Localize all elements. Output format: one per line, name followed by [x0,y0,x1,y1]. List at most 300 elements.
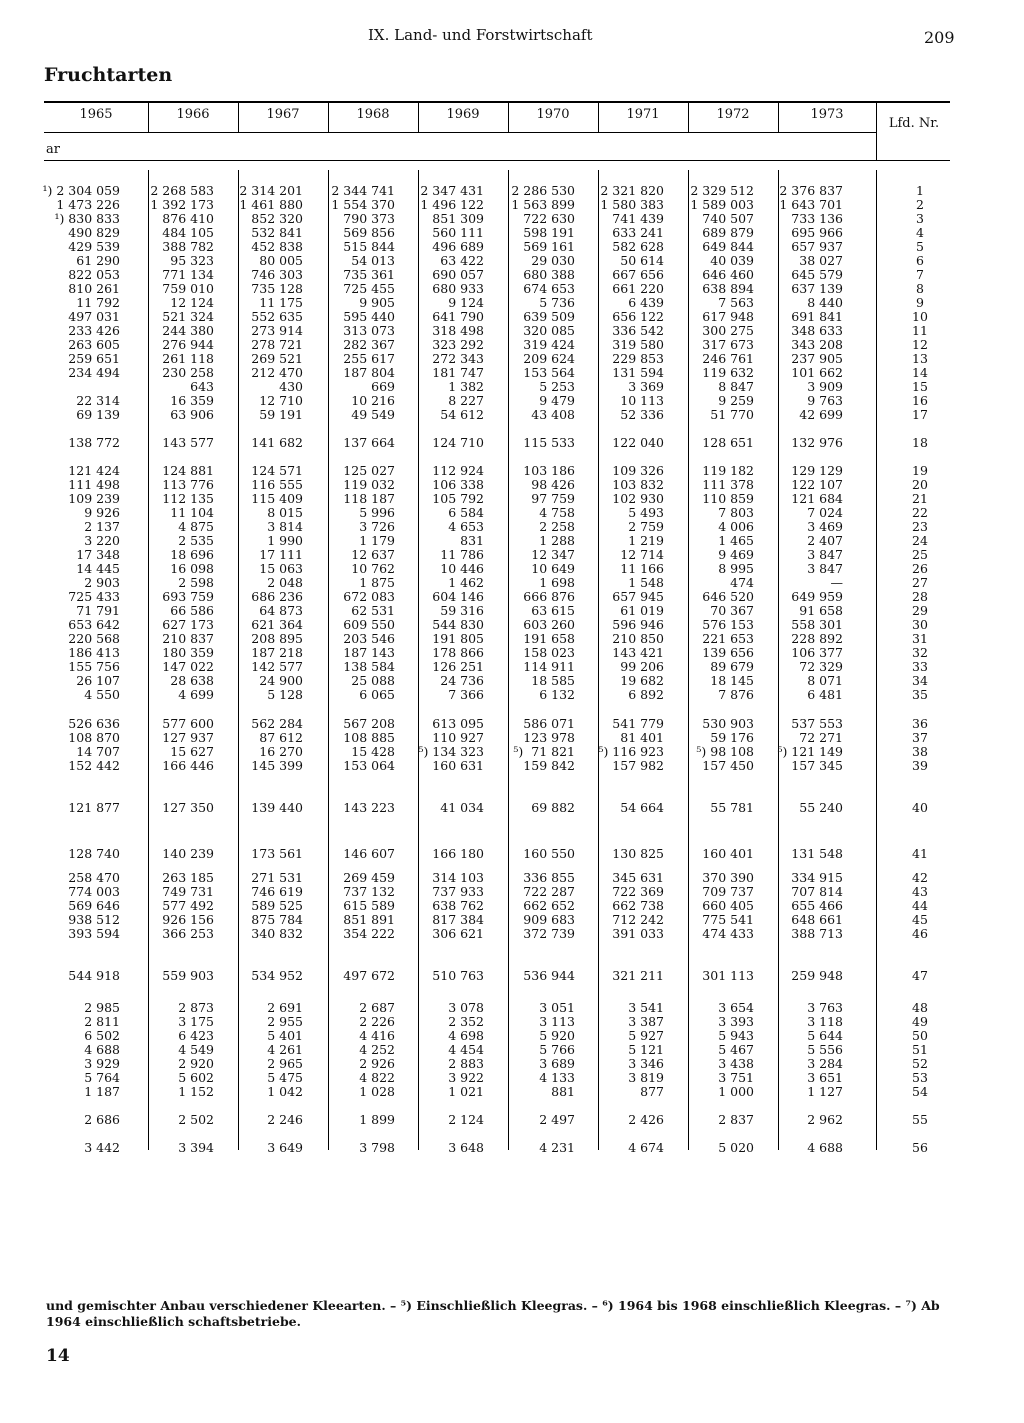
table-cell: 707 814 [791,884,843,899]
table-cell: 11 166 [620,561,664,576]
table-cell: 5 556 [807,1042,843,1057]
table-cell: 24 736 [440,673,484,688]
table-cell: 95 323 [170,253,214,268]
table-cell: 354 222 [343,926,395,941]
table-cell: 4 653 [448,519,484,534]
table-cell: — [830,575,843,590]
table-cell: 689 879 [702,225,754,240]
table-cell: 4 261 [267,1042,303,1057]
table-cell: 1 473 226 [56,197,120,212]
year-header-1968: 1968 [356,107,390,122]
row-number: 8 [916,281,924,296]
table-cell: 655 466 [791,898,843,913]
row-number: 30 [912,617,928,632]
table-cell: 6 481 [807,687,843,702]
table-cell: 51 770 [710,407,754,422]
table-cell: 126 251 [432,659,484,674]
table-cell: 1 392 173 [150,197,214,212]
table-cell: 672 083 [343,589,395,604]
table-cell: 209 624 [523,351,575,366]
table-cell: 3 929 [84,1056,120,1071]
table-cell: 586 071 [523,716,575,731]
table-cell: 272 343 [432,351,484,366]
table-cell: 653 642 [68,617,120,632]
row-number: 6 [916,253,924,268]
table-cell: 181 747 [432,365,484,380]
table-cell: 661 220 [612,281,664,296]
table-cell: 110 859 [702,491,754,506]
table-cell: 3 393 [718,1014,754,1029]
table-cell: 340 832 [251,926,303,941]
table-cell: 1 875 [359,575,395,590]
table-cell: 4 416 [359,1028,395,1043]
row-number: 51 [912,1042,928,1057]
row-number: 42 [912,870,928,885]
table-cell: 64 873 [259,603,303,618]
table-cell: 817 384 [432,912,484,927]
table-cell: 3 346 [628,1056,664,1071]
row-number: 1 [916,183,924,198]
row-number: 39 [912,758,928,773]
table-cell: 143 223 [343,800,395,815]
row-number: 41 [912,846,928,861]
table-cell: ⁵) 134 323 [418,744,484,759]
table-cell: 530 903 [702,716,754,731]
header-column-separator [238,103,239,132]
table-cell: 98 426 [531,477,575,492]
table-cell: 173 561 [251,846,303,861]
table-cell: 926 156 [162,912,214,927]
table-cell: 709 737 [702,884,754,899]
row-number: 33 [912,659,928,674]
table-cell: 5 736 [539,295,575,310]
table-cell: 569 646 [68,898,120,913]
table-cell: 258 470 [68,870,120,885]
table-cell: 52 336 [620,407,664,422]
table-cell: 1 462 [448,575,484,590]
table-cell: 63 906 [170,407,214,422]
table-cell: 3 763 [807,1000,843,1015]
table-cell: 534 952 [251,968,303,983]
row-number: 24 [912,533,928,548]
table-cell: 210 837 [162,631,214,646]
table-cell: 603 260 [523,617,575,632]
table-cell: 50 614 [620,253,664,268]
row-number: 26 [912,561,928,576]
table-cell: 613 095 [432,716,484,731]
table-cell: 8 071 [807,673,843,688]
table-cell: 61 019 [620,603,664,618]
table-cell: 559 903 [162,968,214,983]
table-cell: 3 751 [718,1070,754,1085]
table-cell: 123 978 [523,730,575,745]
table-cell: 271 531 [251,870,303,885]
table-cell: 54 013 [351,253,395,268]
table-cell: 229 853 [612,351,664,366]
table-cell: 336 855 [523,870,575,885]
table-cell: ¹) 2 304 059 [42,183,120,198]
table-cell: 89 679 [710,659,754,674]
table-cell: 5 128 [267,687,303,702]
table-cell: 617 948 [702,309,754,324]
table-cell: 191 658 [523,631,575,646]
table-cell: 589 525 [251,898,303,913]
table-cell: 118 187 [343,491,395,506]
table-cell: 9 479 [539,393,575,408]
table-cell: 6 423 [178,1028,214,1043]
table-cell: 521 324 [162,309,214,324]
row-number: 11 [912,323,928,338]
table-cell: 649 844 [702,239,754,254]
row-number: 12 [912,337,928,352]
table-cell: 391 033 [612,926,664,941]
table-cell: 2 321 820 [600,183,664,198]
table-cell: 72 271 [799,730,843,745]
table-cell: 263 605 [68,337,120,352]
table-cell: 69 139 [76,407,120,422]
table-cell: 5 927 [628,1028,664,1043]
table-cell: 5 602 [178,1070,214,1085]
table-cell: 81 401 [620,730,664,745]
table-cell: 5 920 [539,1028,575,1043]
table-cell: 746 303 [251,267,303,282]
table-cell: 137 664 [343,435,395,450]
table-cell: 2 226 [359,1014,395,1029]
row-number: 13 [912,351,928,366]
table-cell: 938 512 [68,912,120,927]
table-cell: 831 [460,533,484,548]
table-cell: 1 000 [718,1084,754,1099]
chapter-title: IX. Land- und Forstwirtschaft [368,26,593,44]
table-cell: 388 782 [162,239,214,254]
table-cell: 660 405 [702,898,754,913]
table-cell: 2 955 [267,1014,303,1029]
table-cell: 99 206 [620,659,664,674]
table-cell: 103 186 [523,463,575,478]
table-cell: 12 714 [620,547,664,562]
table-cell: 627 173 [162,617,214,632]
table-cell: 909 683 [523,912,575,927]
table-cell: 124 571 [251,463,303,478]
row-number: 43 [912,884,928,899]
table-cell: 106 338 [432,477,484,492]
table-cell: 121 877 [68,800,120,815]
table-cell: 2 426 [628,1112,664,1127]
table-cell: 54 612 [440,407,484,422]
table-cell: 1 382 [448,379,484,394]
table-cell: 2 759 [628,519,664,534]
year-header-rule [44,132,876,133]
table-cell: 178 866 [432,645,484,660]
row-number: 18 [912,435,928,450]
table-cell: 875 784 [251,912,303,927]
table-cell: 153 564 [523,365,575,380]
table-cell: 852 320 [251,211,303,226]
table-cell: 641 790 [432,309,484,324]
table-cell: 10 446 [440,561,484,576]
table-cell: 3 469 [807,519,843,534]
table-cell: 114 911 [523,659,575,674]
table-cell: 228 892 [791,631,843,646]
table-cell: 3 689 [539,1056,575,1071]
table-cell: 5 493 [628,505,664,520]
table-cell: 639 509 [523,309,575,324]
table-cell: 693 759 [162,589,214,604]
table-cell: 5 766 [539,1042,575,1057]
table-cell: 142 577 [251,659,303,674]
table-cell: 130 825 [612,846,664,861]
table-cell: 452 838 [251,239,303,254]
table-cell: 116 555 [251,477,303,492]
table-cell: ⁵) 116 923 [598,744,664,759]
table-cell: 97 759 [531,491,575,506]
table-cell: 10 762 [351,561,395,576]
table-cell: 560 111 [432,225,484,240]
table-cell: 15 627 [170,744,214,759]
table-cell: 7 366 [448,687,484,702]
table-cell: 790 373 [343,211,395,226]
table-cell: 157 450 [702,758,754,773]
table-cell: 537 553 [791,716,843,731]
table-cell: 28 638 [170,673,214,688]
table-cell: 725 455 [343,281,395,296]
table-cell: 40 039 [710,253,754,268]
table-cell: 109 326 [612,463,664,478]
table-cell: 3 651 [807,1070,843,1085]
table-cell: 66 586 [170,603,214,618]
table-cell: 300 275 [702,323,754,338]
table-cell: 725 433 [68,589,120,604]
table-cell: 10 113 [620,393,664,408]
table-cell: 3 654 [718,1000,754,1015]
table-cell: 638 762 [432,898,484,913]
row-number: 35 [912,687,928,702]
table-cell: 5 475 [267,1070,303,1085]
table-cell: 686 236 [251,589,303,604]
row-number: 44 [912,898,928,913]
table-cell: 2 497 [539,1112,575,1127]
table-cell: 62 531 [351,603,395,618]
table-cell: 2 344 741 [331,183,395,198]
table-cell: 12 637 [351,547,395,562]
table-cell: 2 686 [84,1112,120,1127]
table-cell: 319 580 [612,337,664,352]
table-cell: 276 944 [162,337,214,352]
table-cell: 128 740 [68,846,120,861]
table-cell: 666 876 [523,589,575,604]
table-cell: 63 615 [531,603,575,618]
table-cell: 1 042 [267,1084,303,1099]
table-cell: 740 507 [702,211,754,226]
table-cell: 1 021 [448,1084,484,1099]
table-cell: 674 653 [523,281,575,296]
table-cell: 87 612 [259,730,303,745]
table-cell: 1 187 [84,1084,120,1099]
table-cell: 166 446 [162,758,214,773]
table-cell: 2 985 [84,1000,120,1015]
table-cell: 25 088 [351,673,395,688]
table-cell: 4 549 [178,1042,214,1057]
table-cell: 10 216 [351,393,395,408]
table-cell: 1 643 701 [779,197,843,212]
table-cell: 4 674 [628,1140,664,1155]
table-cell: 69 882 [531,800,575,815]
table-cell: 9 469 [718,547,754,562]
table-cell: 6 439 [628,295,664,310]
table-cell: 321 211 [612,968,664,983]
header-column-separator [778,103,779,132]
table-cell: 2 535 [178,533,214,548]
table-cell: 774 003 [68,884,120,899]
table-cell: 230 258 [162,365,214,380]
row-number: 34 [912,673,928,688]
table-cell: 474 433 [702,926,754,941]
table-cell: 17 348 [76,547,120,562]
table-cell: 370 390 [702,870,754,885]
table-cell: 2 926 [359,1056,395,1071]
table-cell: 191 805 [432,631,484,646]
table-cell: 80 005 [259,253,303,268]
table-cell: 18 585 [531,673,575,688]
table-cell: 2 286 530 [511,183,575,198]
row-number: 20 [912,477,928,492]
table-cell: 334 915 [791,870,843,885]
table-cell: 106 377 [791,645,843,660]
table-cell: 876 410 [162,211,214,226]
table-cell: 140 239 [162,846,214,861]
table-cell: 7 876 [718,687,754,702]
table-cell: 3 051 [539,1000,575,1015]
table-cell: 2 314 201 [239,183,303,198]
row-number: 56 [912,1140,928,1155]
header-column-separator [148,103,149,132]
table-cell: 3 541 [628,1000,664,1015]
table-cell: 71 791 [76,603,120,618]
row-number: 53 [912,1070,928,1085]
row-number: 49 [912,1014,928,1029]
table-cell: 2 137 [84,519,120,534]
table-cell: 348 633 [791,323,843,338]
table-cell: 139 656 [702,645,754,660]
row-number: 47 [912,968,928,983]
year-header-1966: 1966 [176,107,210,122]
table-cell: 5 467 [718,1042,754,1057]
table-cell: 269 459 [343,870,395,885]
table-cell: 261 118 [162,351,214,366]
table-cell: 775 541 [702,912,754,927]
section-title: Fruchtarten [44,64,173,86]
table-cell: 5 996 [359,505,395,520]
row-number: 5 [916,239,924,254]
table-cell: 3 922 [448,1070,484,1085]
table-cell: 615 589 [343,898,395,913]
table-cell: 657 945 [612,589,664,604]
table-cell: 323 292 [432,337,484,352]
table-cell: 132 976 [791,435,843,450]
table-cell: 55 781 [710,800,754,815]
table-cell: 496 689 [432,239,484,254]
header-bottom-rule [44,160,950,161]
table-cell: 576 153 [702,617,754,632]
table-cell: 4 454 [448,1042,484,1057]
table-cell: 1 580 383 [600,197,664,212]
table-cell: 558 301 [791,617,843,632]
table-cell: 41 034 [440,800,484,815]
table-cell: 2 811 [84,1014,120,1029]
table-cell: 695 966 [791,225,843,240]
table-cell: 544 830 [432,617,484,632]
table-cell: 59 176 [710,730,754,745]
table-cell: 49 549 [351,407,395,422]
table-cell: 203 546 [343,631,395,646]
row-number: 36 [912,716,928,731]
table-cell: 29 030 [531,253,575,268]
table-cell: 166 180 [432,846,484,861]
table-cell: 643 [190,379,214,394]
table-cell: 2 962 [807,1112,843,1127]
row-number: 28 [912,589,928,604]
table-cell: 18 145 [710,673,754,688]
table-cell: 145 399 [251,758,303,773]
year-header-1967: 1967 [266,107,300,122]
table-cell: 5 764 [84,1070,120,1085]
table-cell: 3 118 [807,1014,843,1029]
table-cell: 1 288 [539,533,575,548]
table-cell: 129 129 [791,463,843,478]
table-cell: 108 885 [343,730,395,745]
row-number: 38 [912,744,928,759]
table-cell: 105 792 [432,491,484,506]
table-cell: 567 208 [343,716,395,731]
table-cell: 112 924 [432,463,484,478]
table-cell: 111 378 [702,477,754,492]
table-cell: 515 844 [343,239,395,254]
table-cell: 345 631 [612,870,664,885]
row-number: 37 [912,730,928,745]
table-cell: 1 554 370 [331,197,395,212]
row-number: 3 [916,211,924,226]
table-cell: 17 111 [259,547,303,562]
table-cell: 121 424 [68,463,120,478]
table-cell: 822 053 [68,267,120,282]
table-cell: 15 063 [259,561,303,576]
table-cell: 5 253 [539,379,575,394]
table-cell: 8 440 [807,295,843,310]
table-cell: 737 933 [432,884,484,899]
table-cell: 2 691 [267,1000,303,1015]
table-cell: 131 594 [612,365,664,380]
table-cell: 577 600 [162,716,214,731]
footer-page-number: 14 [46,1346,70,1366]
table-cell: 649 959 [791,589,843,604]
table-cell: 14 445 [76,561,120,576]
table-cell: 8 847 [718,379,754,394]
table-cell: 15 428 [351,744,395,759]
table-cell: 372 739 [523,926,575,941]
table-cell: 637 139 [791,281,843,296]
table-cell: 9 259 [718,393,754,408]
table-cell: 722 287 [523,884,575,899]
table-cell: 552 635 [251,309,303,324]
table-cell: 596 946 [612,617,664,632]
table-cell: 3 649 [267,1140,303,1155]
table-cell: 26 107 [76,673,120,688]
table-cell: 3 814 [267,519,303,534]
table-cell: 319 424 [523,337,575,352]
table-cell: 233 426 [68,323,120,338]
table-cell: 5 020 [718,1140,754,1155]
row-number: 15 [912,379,928,394]
